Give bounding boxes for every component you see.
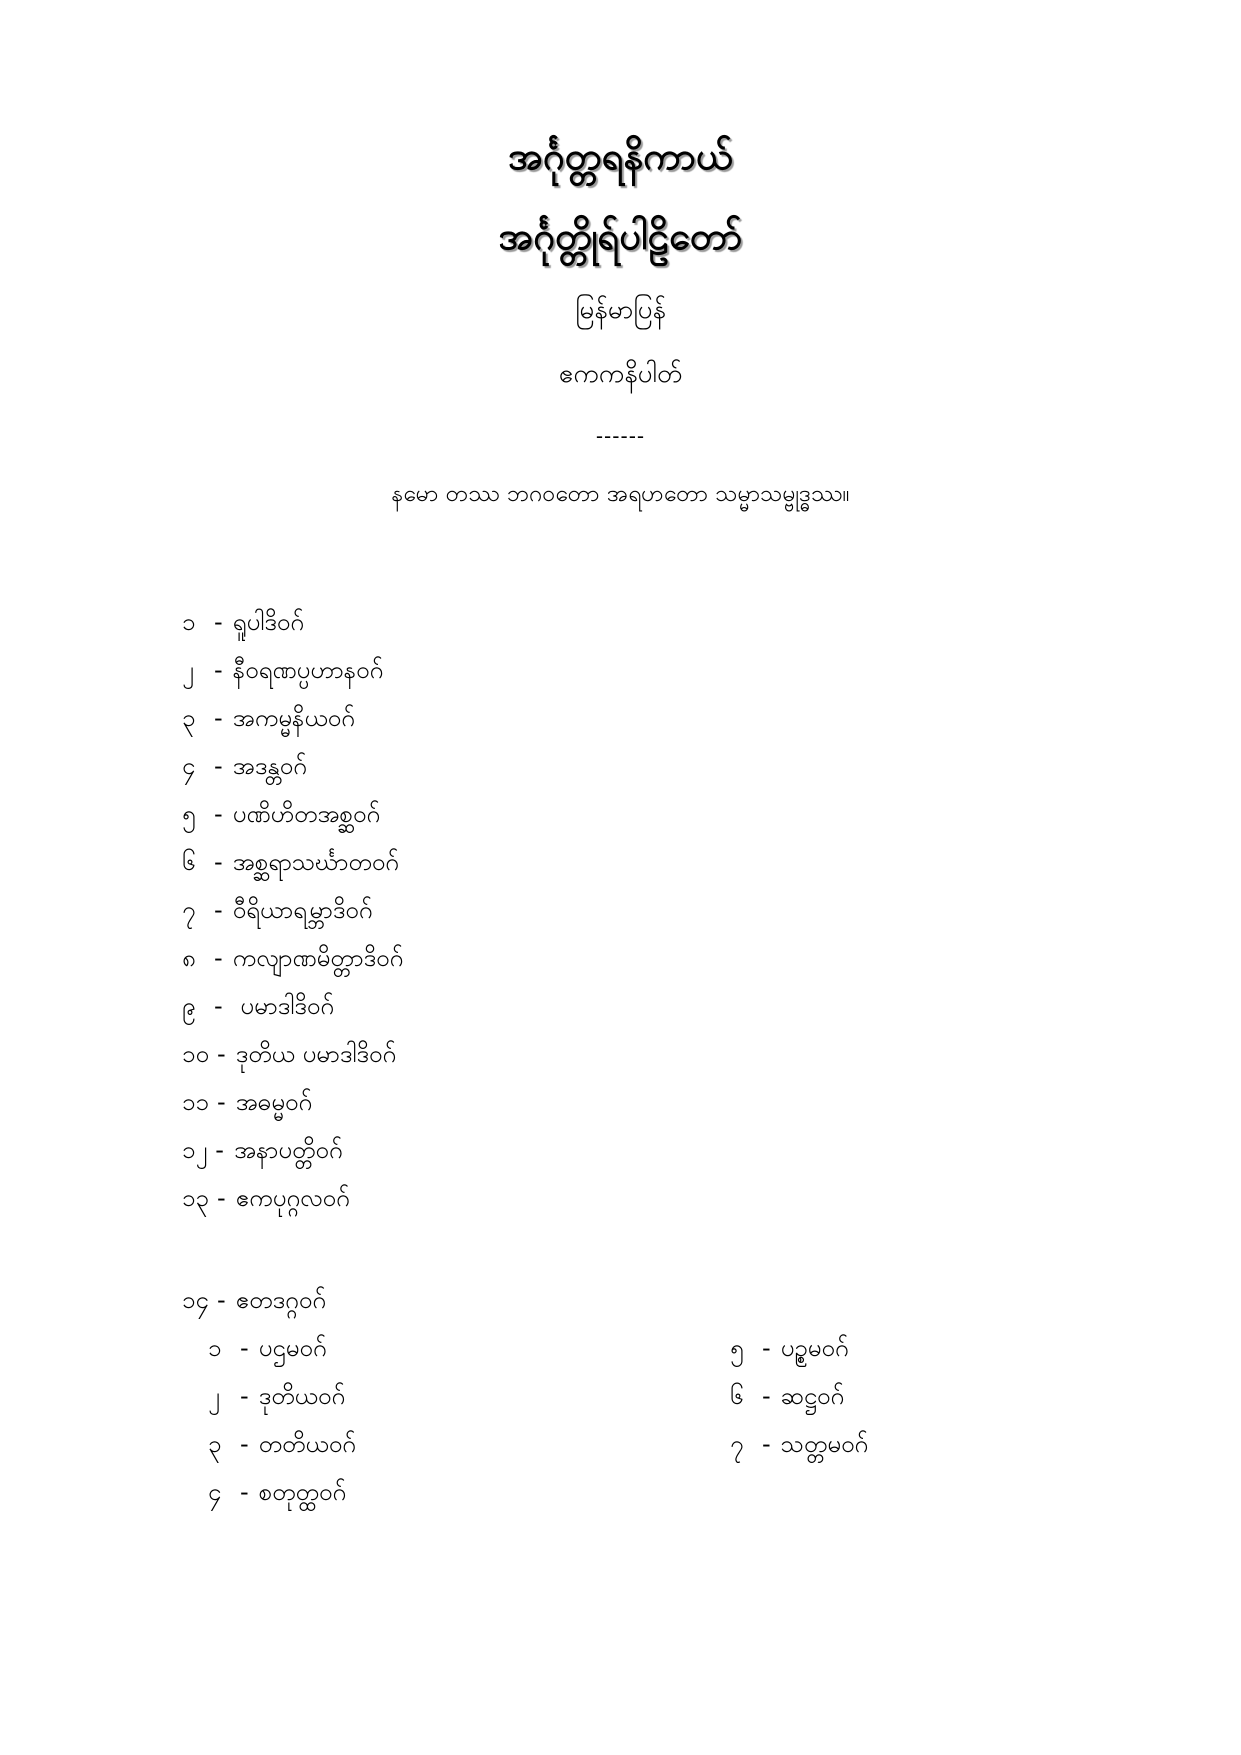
toc-item-number: ၅ xyxy=(182,800,196,828)
toc-item xyxy=(182,790,782,838)
toc-item xyxy=(182,934,782,982)
sub-item xyxy=(208,1372,528,1420)
toc-item xyxy=(182,982,782,1030)
toc-item xyxy=(182,694,782,742)
toc-item-number: ၂ xyxy=(182,656,194,684)
toc-item-number: ၄ xyxy=(182,752,196,780)
toc-separator: - xyxy=(762,1334,771,1362)
sub-item xyxy=(730,1420,1050,1468)
toc-separator: - xyxy=(214,848,223,876)
toc-item-number: ၁ xyxy=(182,608,196,636)
toc-item-label: ရူပါဒိဝဂ် xyxy=(232,608,304,636)
toc-item xyxy=(182,886,782,934)
toc-separator: - xyxy=(240,1334,249,1362)
section-heading: ဧကကနိပါတ် xyxy=(558,359,683,389)
toc-separator: - xyxy=(214,800,223,828)
toc-item-number: ၇ xyxy=(730,1430,744,1458)
toc-item-number: ၉ xyxy=(182,992,196,1020)
toc-item-number: ၁၄ xyxy=(182,1286,209,1314)
toc-item-number: ၆ xyxy=(182,848,196,876)
divider: ------ xyxy=(595,424,646,448)
toc-separator: - xyxy=(217,1040,226,1068)
toc-item-number: ၃ xyxy=(182,704,196,732)
toc-separator: - xyxy=(217,1088,226,1116)
toc-separator: - xyxy=(762,1382,771,1410)
title-line-2: အင်္ဂုတ္တိုရ်ပါဠိတော် xyxy=(498,214,743,258)
toc-separator: - xyxy=(214,944,223,972)
toc-separator: - xyxy=(762,1430,771,1458)
toc-item xyxy=(182,742,782,790)
toc-separator: - xyxy=(217,1184,226,1212)
toc-separator: - xyxy=(214,896,223,924)
toc-separator: - xyxy=(215,1136,224,1164)
sub-item xyxy=(208,1420,528,1468)
toc-item-label: အစ္ဆရာသင်္ဃာတဝဂ် xyxy=(232,848,399,876)
toc-separator: - xyxy=(217,1286,226,1314)
toc-item-label: ဆဋ္ဌဝဂ် xyxy=(780,1382,845,1410)
toc-separator: - xyxy=(214,704,223,732)
toc-separator: - xyxy=(214,656,223,684)
sub-item xyxy=(208,1324,528,1372)
toc-item-number: ၈ xyxy=(182,944,196,972)
toc-item-number: ၁၁ xyxy=(182,1088,209,1116)
toc-item-label: ပဏိဟိတအစ္ဆဝဂ် xyxy=(232,800,381,828)
toc-item-label: တတိယဝဂ် xyxy=(258,1430,356,1458)
toc-item-label: နီဝရဏပ္ပဟာနဝဂ် xyxy=(232,656,384,684)
toc-item-number: ၁ xyxy=(208,1334,222,1362)
table-of-contents xyxy=(182,598,782,1222)
toc-item-label: ပဥ္စမဝဂ် xyxy=(780,1334,849,1362)
toc-item-label: ဧတဒဂ္ဂဝဂ် xyxy=(235,1286,326,1314)
toc-item-label: ဒုတိယ ပမာဒါဒိဝဂ် xyxy=(235,1040,397,1068)
toc-item xyxy=(182,1078,782,1126)
subsection-right-column xyxy=(730,1324,1050,1468)
toc-item-label: ပဌမဝဂ် xyxy=(258,1334,327,1362)
sub-item xyxy=(730,1372,1050,1420)
toc-item-label: ဧကပုဂ္ဂလဝဂ် xyxy=(235,1184,350,1212)
toc-item-number: ၁၃ xyxy=(182,1184,209,1212)
toc-item-label: အကမ္မနိယဝဂ် xyxy=(232,704,355,732)
toc-separator: - xyxy=(240,1382,249,1410)
toc-item xyxy=(182,1126,782,1174)
toc-separator: - xyxy=(214,992,223,1020)
toc-item-label: ဒုတိယဝဂ် xyxy=(258,1382,346,1410)
toc-item-number: ၃ xyxy=(208,1430,222,1458)
toc-item-number: ၇ xyxy=(182,896,196,924)
toc-item-number: ၁၂ xyxy=(182,1136,208,1164)
toc-item-label: သတ္တမဝဂ် xyxy=(780,1430,869,1458)
toc-item-label: ပမာဒါဒိဝဂ် xyxy=(232,992,334,1020)
sub-item xyxy=(208,1468,528,1516)
toc-separator: - xyxy=(240,1430,249,1458)
toc-separator: - xyxy=(240,1478,249,1506)
subtitle: မြန်မာပြန် xyxy=(575,295,666,325)
toc-item-label: ဝီရိယာရမ္ဘာဒိဝဂ် xyxy=(232,896,373,924)
toc-item-number: ၁၀ xyxy=(182,1040,209,1068)
toc-item-number: ၆ xyxy=(730,1382,744,1410)
sub-item xyxy=(730,1324,1050,1372)
toc-separator: - xyxy=(214,752,223,780)
toc-separator: - xyxy=(214,608,223,636)
toc-item-label: စတုတ္ထဝဂ် xyxy=(258,1478,347,1506)
homage-line: နမော တဿ ဘဂဝတော အရဟတော သမ္မာသမ္ဗုဒ္ဓဿ။ xyxy=(391,481,850,507)
toc-item-number: ၄ xyxy=(208,1478,222,1506)
toc-item xyxy=(182,1030,782,1078)
toc-item xyxy=(182,646,782,694)
subsection-left-column xyxy=(208,1324,528,1516)
toc-item-label: အဒန္တဝဂ် xyxy=(232,752,307,780)
toc-item xyxy=(182,598,782,646)
toc-item-label: အနာပတ္တိဝဂ် xyxy=(233,1136,343,1164)
toc-subsection-heading xyxy=(182,1276,326,1324)
toc-item-label: အဓမ္မဝဂ် xyxy=(235,1088,313,1116)
toc-item-label: ကလျာဏမိတ္တာဒိဝဂ် xyxy=(232,944,404,972)
toc-item xyxy=(182,1174,782,1222)
toc-item xyxy=(182,838,782,886)
title-line-1: အင်္ဂုတ္တရနိကာယ် xyxy=(508,134,733,178)
toc-item-number: ၅ xyxy=(730,1334,744,1362)
toc-item-number: ၂ xyxy=(208,1382,220,1410)
